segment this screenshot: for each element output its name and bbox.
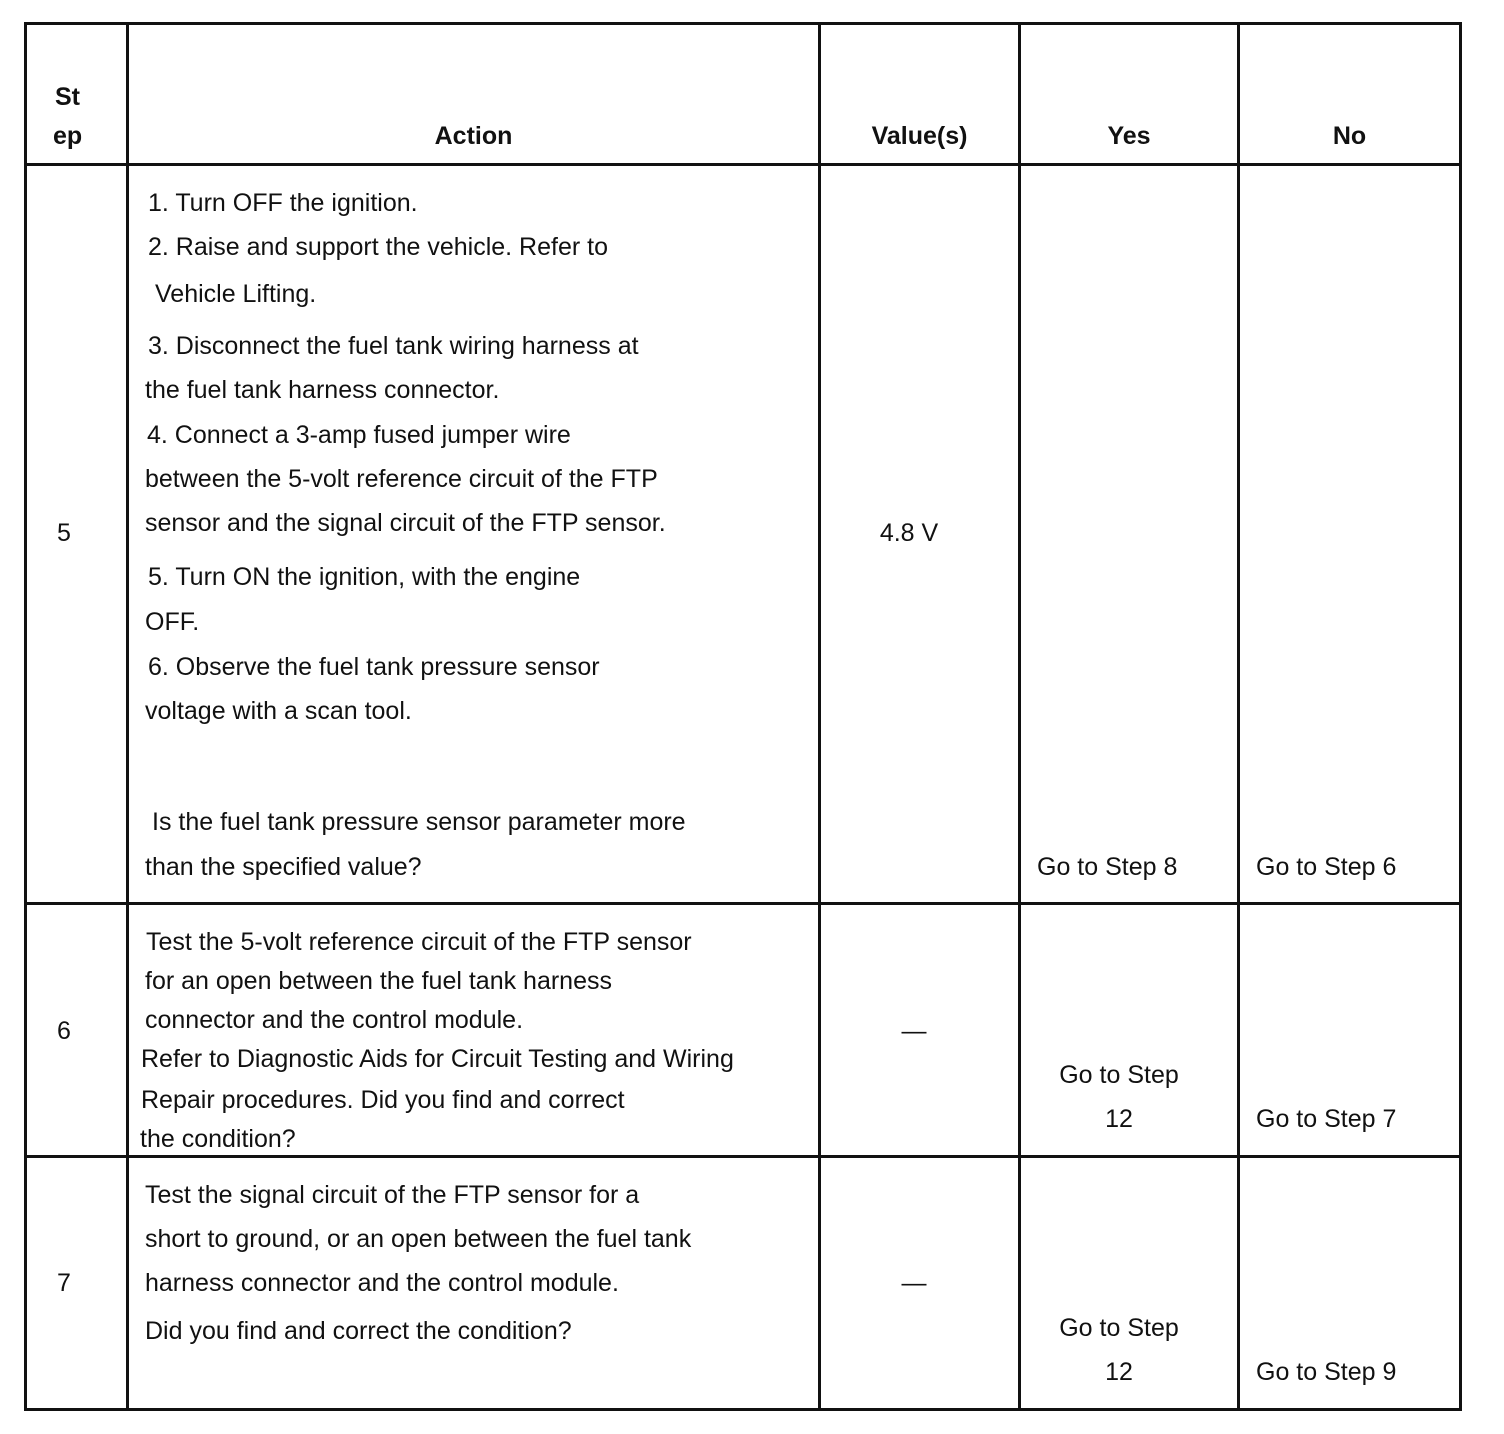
value-cell: — [901,1017,927,1045]
action-line: between the 5-volt reference circuit of the FTP [145,465,658,493]
header-values: Value(s) [871,122,968,150]
action-line: connector and the control module. [145,1006,524,1034]
table-border-left [24,22,27,1411]
yes-go-to-step: Go to Step 8 [1037,853,1178,881]
action-line: the fuel tank harness connector. [145,376,500,404]
action-line: voltage with a scan tool. [145,697,412,725]
yes-go-to-step: 12 [1105,1105,1133,1133]
action-question: the condition? [140,1125,296,1153]
action-line: Vehicle Lifting. [155,280,317,308]
header-action: Action [434,122,513,150]
header-divider [24,163,1462,166]
step-number: 5 [57,519,71,547]
action-line: Test the 5-volt reference circuit of the FTP sensor [146,928,692,956]
row-divider [24,902,1462,905]
table-border-top [24,22,1462,25]
action-line: 4. Connect a 3-amp fused jumper wire [147,421,571,449]
step-number: 7 [57,1269,71,1297]
action-line: harness connector and the control module. [145,1269,619,1297]
no-go-to-step: Go to Step 6 [1256,853,1397,881]
row-divider [24,1155,1462,1158]
action-line: Refer to Diagnostic Aids for Circuit Testing and Wiring [141,1045,734,1073]
action-line: 6. Observe the fuel tank pressure sensor [148,653,600,681]
action-line: sensor and the signal circuit of the FTP sensor. [145,509,666,537]
header-step: ep [53,122,83,150]
action-line: 3. Disconnect the fuel tank wiring harness at [148,332,639,360]
table-border-right [1459,22,1462,1411]
action-line: for an open between the fuel tank harness [145,967,612,995]
action-line: Test the signal circuit of the FTP sensor for a [145,1181,640,1209]
action-question: Did you find and correct the condition? [145,1317,572,1345]
value-cell: — [901,1269,927,1297]
action-line: OFF. [145,608,200,636]
header-step: St [55,83,80,111]
yes-go-to-step: Go to Step [1059,1314,1179,1342]
yes-go-to-step: Go to Step [1059,1061,1179,1089]
header-no: No [1332,122,1367,150]
column-divider [126,22,129,1411]
yes-go-to-step: 12 [1105,1358,1133,1386]
step-number: 6 [57,1017,71,1045]
no-go-to-step: Go to Step 9 [1256,1358,1397,1386]
action-line: short to ground, or an open between the fuel tank [145,1225,692,1253]
action-line: 2. Raise and support the vehicle. Refer to [148,233,608,261]
value-cell: 4.8 V [879,519,939,547]
action-line: 1. Turn OFF the ignition. [148,189,418,217]
column-divider [1237,22,1240,1411]
table-border-bottom [24,1408,1462,1411]
action-question: Is the fuel tank pressure sensor parameter more [152,808,686,836]
action-line: Repair procedures. Did you find and correct [141,1086,625,1114]
column-divider [1018,22,1021,1411]
action-line: 5. Turn ON the ignition, with the engine [148,563,581,591]
no-go-to-step: Go to Step 7 [1256,1105,1397,1133]
action-question: than the specified value? [145,853,422,881]
header-yes: Yes [1107,122,1151,150]
column-divider [818,22,821,1411]
